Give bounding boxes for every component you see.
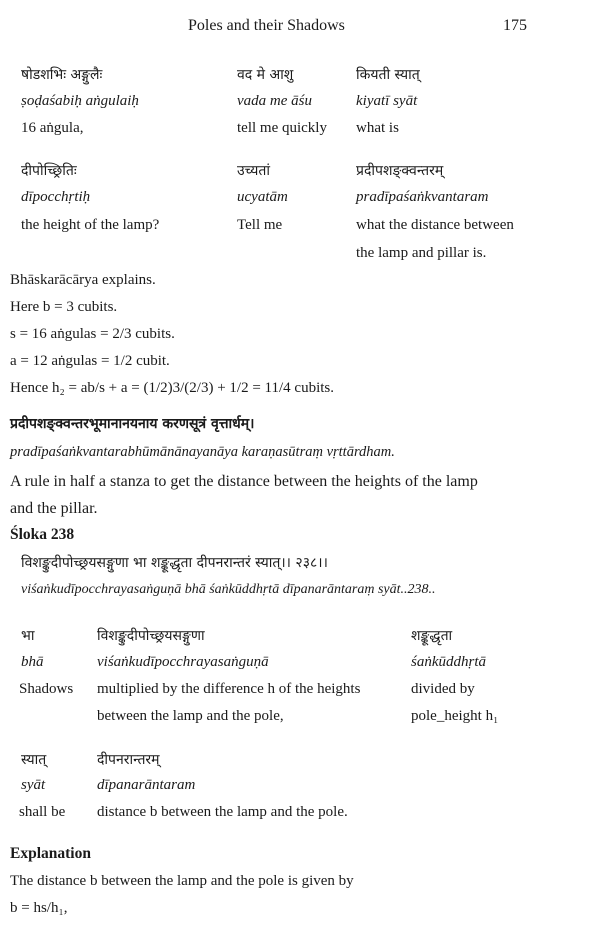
gloss: multiplied by the difference h of the heights <box>97 681 361 697</box>
translit-word: kiyatī syāt <box>356 93 418 109</box>
translit-word: ucyatām <box>237 189 288 205</box>
translit-word: viśaṅkudīpocchrayasaṅguṇā <box>97 654 269 670</box>
gloss: Tell me <box>237 217 283 233</box>
page-number: 175 <box>503 17 527 34</box>
skt-word: भा <box>21 628 35 644</box>
translit-word: bhā <box>21 654 44 670</box>
skt-word: प्रदीपशङ्क्वन्तरम् <box>356 163 444 179</box>
gloss: tell me quickly <box>237 120 327 136</box>
running-header-title: Poles and their Shadows <box>188 17 345 34</box>
gloss: divided by <box>411 681 475 697</box>
sloka-heading: Śloka 238 <box>10 526 75 543</box>
rule-english: and the pillar. <box>10 500 98 517</box>
translit-word: dīpanarāntaram <box>97 777 196 793</box>
sloka-translit: viśaṅkudīpocchrayasaṅguṇā bhā śaṅkūddhṛtā dīpanarāntaraṃ syāt..238.. <box>21 582 436 597</box>
explanation-formula: b = hs/h₁, <box>10 900 68 916</box>
rule-english: A rule in half a stanza to get the distance between the heights of the lamp <box>10 473 478 490</box>
body-line: s = 16 aṅgulas = 2/3 cubits. <box>10 326 175 342</box>
body-line: Hence h₂ = ab/s + a = (1/2)3/(2/3) + 1/2 = 11/4 cubits. <box>10 380 334 396</box>
skt-word: उच्यतां <box>237 163 270 179</box>
sloka-sanskrit: विशङ्कुदीपोच्छ्रयसङ्गुणा भा शङ्कूद्धृता दीपनरान्तरं स्यात्।। २३८।। <box>21 555 328 571</box>
gloss-continued: between the lamp and the pole, <box>97 708 284 724</box>
gloss: Shadows <box>19 681 74 697</box>
translit-word: syāt <box>21 777 46 793</box>
skt-word: कियती स्यात् <box>356 67 420 83</box>
skt-word: दीपोच्छ्रितिः <box>21 163 77 179</box>
gloss: shall be <box>19 804 66 820</box>
gloss: what is <box>356 120 399 136</box>
gloss: the height of the lamp? <box>21 217 160 233</box>
skt-word: स्यात् <box>21 752 47 768</box>
skt-word: षोडशभिः अङ्गुलैः <box>21 67 103 83</box>
gloss: what the distance between <box>356 217 514 233</box>
rule-sanskrit: प्रदीपशङ्क्वन्तरभूमानानयनाय करणसूत्रं वृत्तार्धम्। <box>10 416 255 432</box>
translit-word: pradīpaśaṅkvantaram <box>356 189 489 205</box>
gloss: distance b between the lamp and the pole. <box>97 804 348 820</box>
skt-word: विशङ्कुदीपोच्छ्रयसङ्गुणा <box>97 628 205 644</box>
translit-word: vada me āśu <box>237 93 312 109</box>
rule-translit: pradīpaśaṅkvantarabhūmānānayanāya karaṇasūtraṃ vṛttārdham. <box>10 444 395 460</box>
explanation-text: The distance b between the lamp and the pole is given by <box>10 873 354 889</box>
gloss: 16 aṅgula, <box>21 120 84 136</box>
body-line: Here b = 3 cubits. <box>10 299 118 315</box>
skt-word: वद मे आशु <box>237 67 294 83</box>
gloss-continued: pole_height h₁ <box>411 708 499 724</box>
translit-word: ṣoḍaśabiḥ aṅgulaiḥ <box>21 93 139 109</box>
body-line: Bhāskarācārya explains. <box>10 272 156 288</box>
translit-word: dīpocchṛtiḥ <box>21 189 91 205</box>
explanation-heading: Explanation <box>10 845 91 862</box>
skt-word: शङ्कूद्धृता <box>411 628 453 644</box>
translit-word: śaṅkūddhṛtā <box>411 654 486 670</box>
body-line: a = 12 aṅgulas = 1/2 cubit. <box>10 353 170 369</box>
skt-word: दीपनरान्तरम् <box>97 752 160 768</box>
gloss-continued: the lamp and pillar is. <box>356 245 487 261</box>
